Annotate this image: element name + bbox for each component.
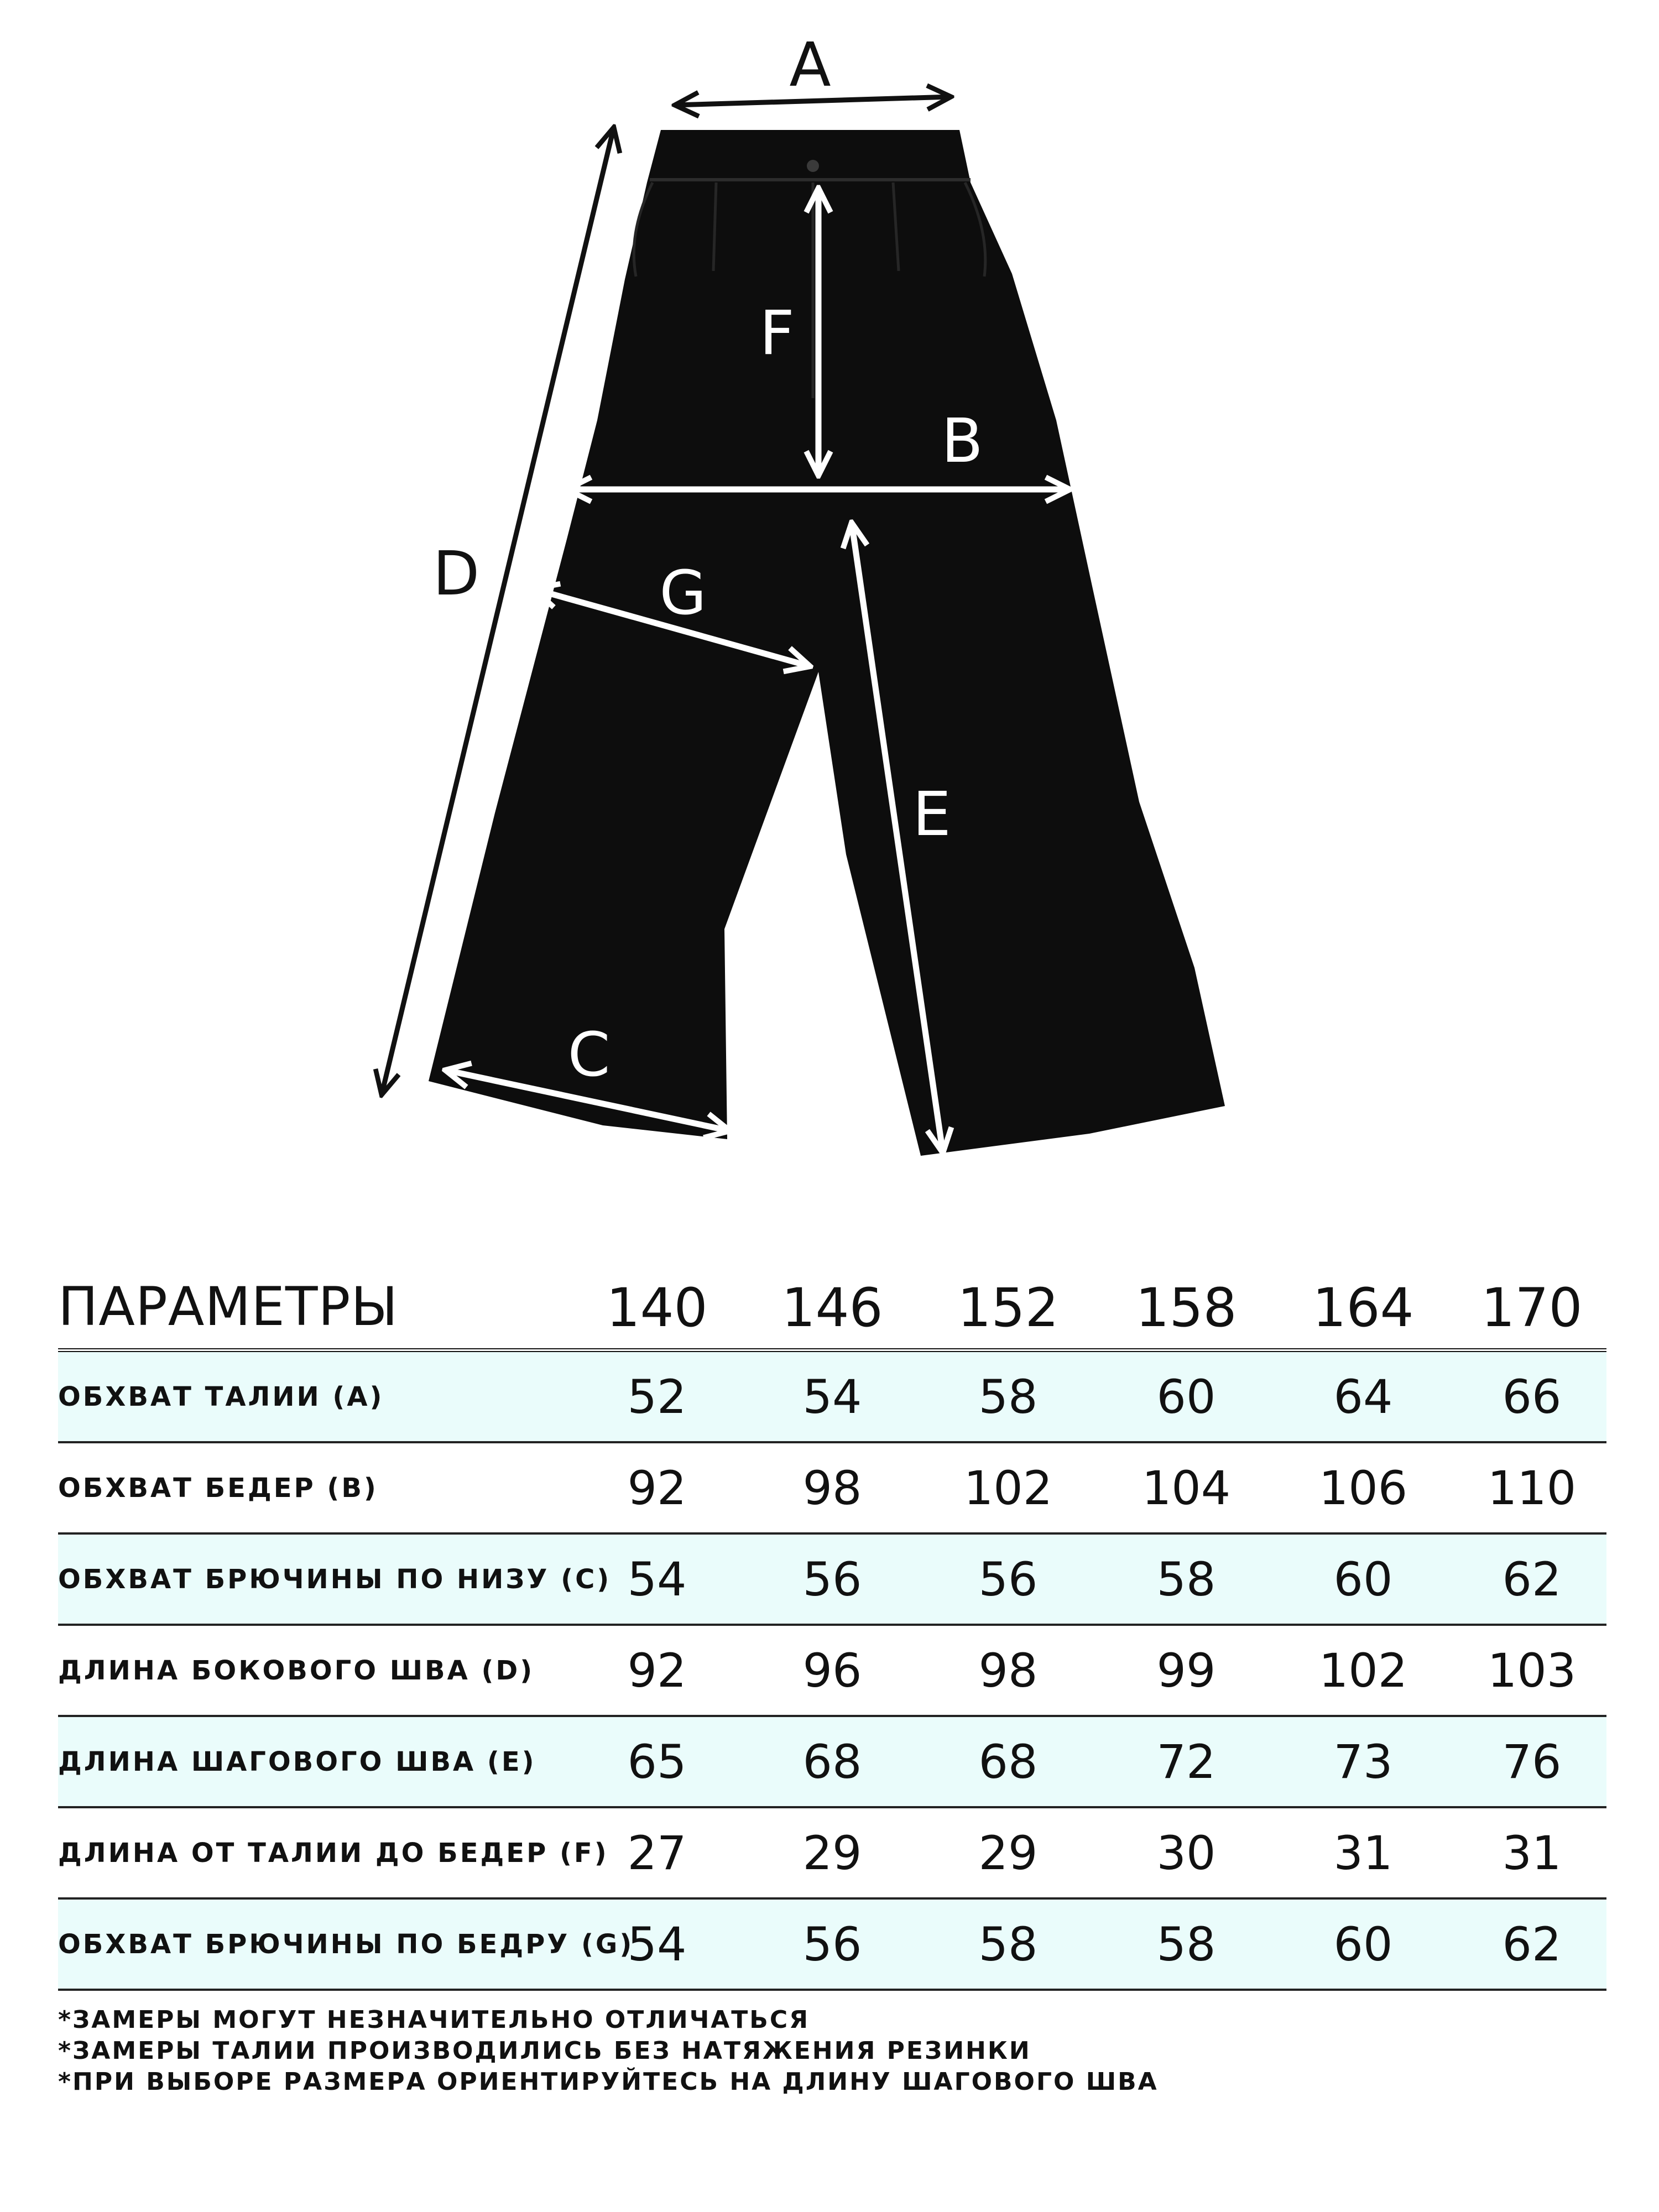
table-cell: 54	[802, 1369, 862, 1424]
table-cell: 65	[627, 1734, 687, 1789]
table-row	[58, 1352, 1606, 1443]
note-line: *ЗАМЕРЫ ТАЛИИ ПРОИЗВОДИЛИСЬ БЕЗ НАТЯЖЕНИЯ РЕЗИНКИ	[58, 2037, 1031, 2065]
size-header-164: 164	[1312, 1277, 1414, 1339]
table-cell: 29	[978, 1825, 1038, 1880]
measure-label-b: B	[941, 405, 983, 476]
waist-button	[807, 160, 819, 172]
table-cell: 30	[1156, 1825, 1216, 1880]
table-cell: 68	[802, 1734, 862, 1789]
table-cell: 58	[978, 1369, 1038, 1424]
table-cell: 68	[978, 1734, 1038, 1789]
table-row	[58, 1626, 1606, 1717]
size-notes	[58, 2005, 1159, 2098]
table-cell: 102	[1318, 1643, 1408, 1698]
note-line: *ЗАМЕРЫ МОГУТ НЕЗНАЧИТЕЛЬНО ОТЛИЧАТЬСЯ	[58, 2006, 810, 2034]
size-header-140: 140	[606, 1277, 708, 1339]
table-cell: 76	[1502, 1734, 1562, 1789]
table-cell: 29	[802, 1825, 862, 1880]
measure-label-d: D	[432, 538, 480, 609]
table-cell: 92	[627, 1643, 687, 1698]
table-cell: 62	[1502, 1917, 1562, 1971]
table-cell: 56	[802, 1917, 862, 1971]
size-table	[58, 1264, 1606, 1991]
measure-label-c: C	[567, 1019, 611, 1090]
table-cell: 102	[963, 1460, 1053, 1515]
table-cell: 31	[1333, 1825, 1393, 1880]
size-table-header	[58, 1264, 1606, 1352]
table-cell: 103	[1487, 1643, 1577, 1698]
measure-label-g: G	[659, 557, 707, 628]
table-cell: 110	[1487, 1460, 1577, 1515]
table-cell: 96	[802, 1643, 862, 1698]
table-cell: 31	[1502, 1825, 1562, 1880]
table-cell: 106	[1318, 1460, 1408, 1515]
measure-label-a: A	[789, 29, 831, 100]
size-table-body	[58, 1352, 1606, 1991]
table-cell: 92	[627, 1460, 687, 1515]
row-label: ОБХВАТ ТАЛИИ (A)	[58, 1381, 384, 1412]
row-label: ОБХВАТ БЕДЕР (B)	[58, 1472, 378, 1504]
table-cell: 98	[978, 1643, 1038, 1698]
table-cell: 60	[1333, 1552, 1393, 1606]
size-header-170: 170	[1481, 1277, 1583, 1339]
size-header-146: 146	[781, 1277, 883, 1339]
table-cell: 64	[1333, 1369, 1393, 1424]
table-cell: 60	[1333, 1917, 1393, 1971]
table-cell: 66	[1502, 1369, 1562, 1424]
measure-label-f: F	[759, 298, 795, 368]
size-header-152: 152	[957, 1277, 1059, 1339]
table-cell: 72	[1156, 1734, 1216, 1789]
size-header-158: 158	[1135, 1277, 1237, 1339]
measure-label-e: E	[912, 779, 951, 849]
table-cell: 54	[627, 1552, 687, 1606]
row-label: ОБХВАТ БРЮЧИНЫ ПО НИЗУ (C)	[58, 1563, 612, 1595]
table-row	[58, 1443, 1606, 1535]
table-cell: 62	[1502, 1552, 1562, 1606]
table-cell: 58	[1156, 1552, 1216, 1606]
table-cell: 27	[627, 1825, 687, 1880]
table-cell: 52	[627, 1369, 687, 1424]
table-cell: 58	[978, 1917, 1038, 1971]
parameters-header: ПАРАМЕТРЫ	[58, 1276, 399, 1338]
row-label: ДЛИНА БОКОВОГО ШВА (D)	[58, 1655, 535, 1686]
table-cell: 56	[802, 1552, 862, 1606]
table-cell: 99	[1156, 1643, 1216, 1698]
table-cell: 58	[1156, 1917, 1216, 1971]
row-label: ОБХВАТ БРЮЧИНЫ ПО БЕДРУ (G)	[58, 1928, 634, 1960]
table-cell: 73	[1333, 1734, 1393, 1789]
table-cell: 98	[802, 1460, 862, 1515]
table-cell: 104	[1141, 1460, 1231, 1515]
table-cell: 60	[1156, 1369, 1216, 1424]
table-row	[58, 1535, 1606, 1626]
note-line: *ПРИ ВЫБОРЕ РАЗМЕРА ОРИЕНТИРУЙТЕСЬ НА ДЛИНУ ШАГОВОГО ШВА	[58, 2068, 1159, 2096]
table-row	[58, 1808, 1606, 1900]
table-row	[58, 1717, 1606, 1808]
row-label: ДЛИНА ШАГОВОГО ШВА (E)	[58, 1746, 536, 1777]
row-label: ДЛИНА ОТ ТАЛИИ ДО БЕДЕР (F)	[58, 1837, 609, 1869]
pants-silhouette	[429, 130, 1225, 1156]
table-cell: 56	[978, 1552, 1038, 1606]
table-row	[58, 1900, 1606, 1991]
table-cell: 54	[627, 1917, 687, 1971]
